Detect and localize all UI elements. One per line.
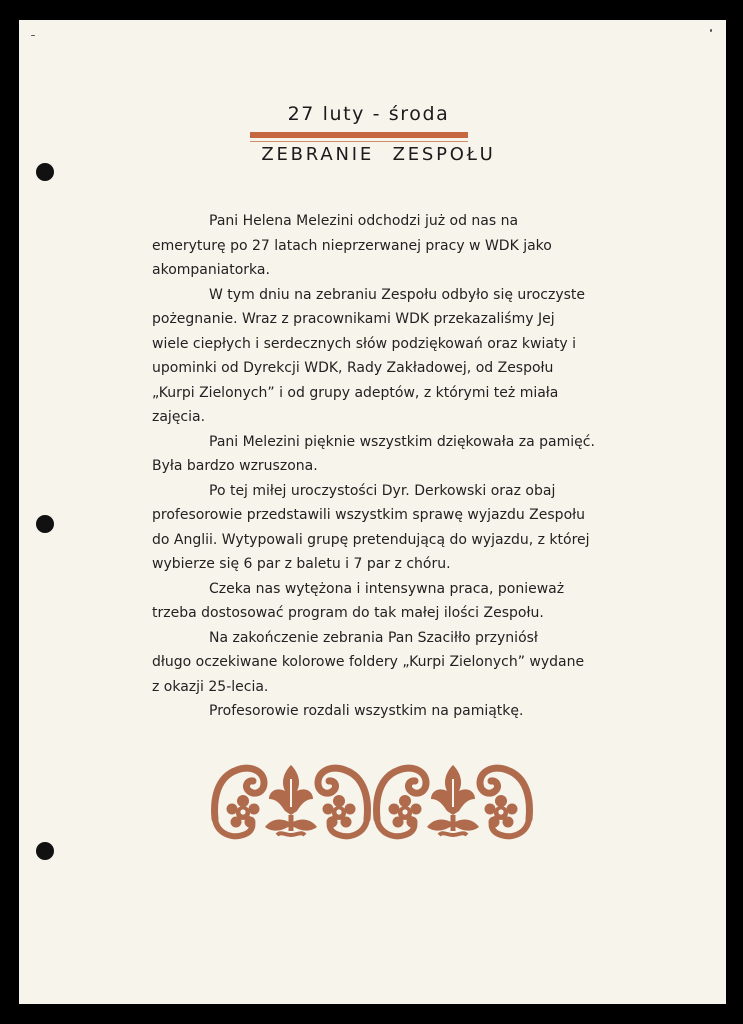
text-line: Była bardzo wzruszona. [152, 458, 318, 474]
text-line: Profesorowie rozdali wszystkim na pamiątkę. [209, 703, 524, 719]
punch-hole-top [36, 163, 54, 181]
text-line: wybierze się 6 par z baletu i 7 par z chóru. [152, 556, 451, 572]
text-line: Czeka nas wytężona i intensywna praca, ponieważ [209, 580, 565, 597]
folk-ornament-icon [209, 761, 534, 843]
paper-speck [31, 35, 35, 36]
title-underline [250, 132, 468, 138]
text-line: emeryturę po 27 latach nieprzerwanej pracy w WDK jako [152, 237, 552, 254]
paper-speck [710, 29, 712, 32]
date-line: 27 luty - środa [287, 103, 450, 125]
text-line: „Kurpi Zielonych” i od grupy adeptów, z którymi też miała [152, 384, 559, 401]
text-line: profesorowie przedstawili wszystkim sprawę wyjazdu Zespołu [152, 507, 585, 523]
text-line: Pani Helena Melezini odchodzi już od nas na [209, 213, 519, 229]
text-line: trzeba dostosować program do tak małej ilości Zespołu. [152, 605, 544, 621]
text-line: W tym dniu na zebraniu Zespołu odbyło się uroczyste [209, 286, 586, 303]
text-line: wiele ciepłych i serdecznych słów podziękowań oraz kwiaty i [152, 335, 577, 352]
punch-hole-bottom [36, 842, 54, 860]
text-line: upominki od Dyrekcji WDK, Rady Zakładowej, od Zespołu [152, 360, 554, 376]
text-line: Na zakończenie zebrania Pan Szaciłło przyniósł [209, 629, 538, 646]
body-text [152, 209, 646, 724]
text-line: pożegnanie. Wraz z pracownikami WDK przekazaliśmy Jej [152, 311, 555, 327]
text-line: długo oczekiwane kolorowe foldery „Kurpi Zielonych” wydane [152, 654, 585, 670]
title-underline-thin [250, 141, 468, 142]
punch-hole-middle [36, 515, 54, 533]
text-line: do Anglii. Wytypowali grupę pretendującą do wyjazdu, z której [152, 531, 590, 548]
text-line: Po tej miłej uroczystości Dyr. Derkowski oraz obaj [209, 482, 556, 499]
text-line: Pani Melezini pięknie wszystkim dziękowała za pamięć. [209, 433, 595, 450]
text-line: akompaniatorka. [152, 262, 270, 278]
document-page [19, 20, 726, 1004]
page-title: ZEBRANIE ZESPOŁU [261, 144, 496, 165]
text-line: zajęcia. [152, 409, 206, 425]
text-line: z okazji 25-lecia. [152, 678, 269, 695]
